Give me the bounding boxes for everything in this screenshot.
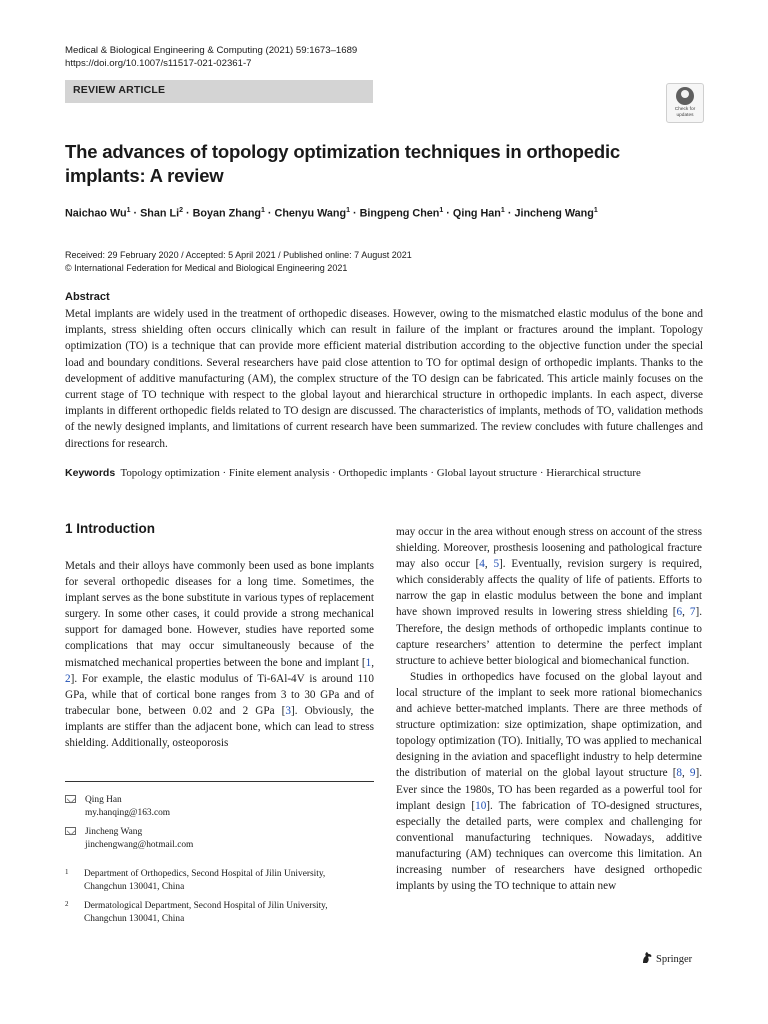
publisher-name: Springer	[656, 954, 693, 965]
corresponding-author-name: Jincheng Wang	[85, 827, 143, 837]
citation-link[interactable]: 10	[475, 799, 487, 812]
corresponding-author-email[interactable]: jinchengwang@hotmail.com	[85, 840, 194, 851]
citation-link[interactable]: 6	[676, 606, 683, 619]
author-name[interactable]: Naichao Wu	[65, 207, 127, 220]
journal-citation: Medical & Biological Engineering & Computing (2021) 59:1673–1689	[65, 45, 358, 56]
publisher-logo	[641, 951, 692, 965]
citation-link[interactable]: 5	[493, 558, 500, 571]
journal-header	[65, 44, 357, 70]
corresponding-author-name: Qing Han	[85, 795, 122, 805]
affiliation-line: Changchun 130041, China	[84, 914, 185, 925]
author-affiliation-marker: 1	[261, 207, 265, 214]
author-affiliation-marker: 1	[593, 207, 598, 214]
keyword: Hierarchical structure	[546, 467, 641, 479]
keyword: Topology optimization	[120, 467, 220, 479]
keyword: Finite element analysis	[228, 467, 330, 479]
author-name[interactable]: Chenyu Wang	[274, 207, 347, 220]
article-title: The advances of topology optimization techniques in orthopedic implants: A review	[65, 141, 620, 186]
citation-link[interactable]: 3	[285, 704, 291, 717]
intro-right-column	[396, 524, 702, 894]
citation-link[interactable]: 7	[689, 606, 696, 619]
check-for-updates-label: Check for updates	[674, 107, 696, 118]
author-affiliation-marker: 1	[346, 207, 351, 214]
check-for-updates-badge[interactable]	[666, 83, 704, 123]
article-type-label: REVIEW ARTICLE	[73, 84, 166, 96]
citation-link[interactable]: 9	[689, 767, 696, 780]
citation-link[interactable]: 8	[676, 767, 683, 780]
copyright-icon: ©	[65, 263, 72, 273]
keywords-line: Keywords Topology optimization · Finite element analysis · Orthopedic implants · Global layout structure · Hierarchical structure	[65, 467, 641, 479]
article-type-bar	[65, 80, 373, 103]
author-affiliation-marker: 1	[500, 207, 505, 214]
section-heading-introduction: 1 Introduction	[65, 521, 155, 536]
citation-link[interactable]: 1	[365, 656, 372, 669]
envelope-icon	[65, 795, 76, 803]
author-name[interactable]: Jincheng Wang	[514, 207, 594, 220]
doi-link[interactable]: https://doi.org/10.1007/s11517-021-02361-7	[65, 58, 252, 69]
author-name[interactable]: Boyan Zhang	[192, 207, 262, 220]
copyright-holder: International Federation for Medical and Biological Engineering 2021	[74, 263, 348, 273]
intro-paragraph-1: Metals and their alloys have commonly been used as bone implants for several orthopedic diseases for a long time. Sometimes, the implant serves as the bone substitute in various types of replacement surgery. In some other cases, it could provide a strong mechanical support for damaged bone. However, studies have reported some complications that may occur simultaneously because of the mismatched mechanical properties between the bone and implant [1, 2]. For example, the elastic modulus of Ti-6Al-4V is around 110 GPa, while that of cortical bone ranges from 3 to 30 GPa and of trabecular bone, between 0.02 and 2 GPa [3]. Obviously, the implants are stiffer than the adjacent bone, which can lead to stress shielding. Additionally, osteoporosis	[65, 560, 374, 750]
copyright-line	[65, 262, 412, 275]
update-check-icon	[676, 87, 694, 105]
author-affiliation-marker: 2	[179, 207, 184, 214]
abstract-text: Metal implants are widely used in the treatment of orthopedic diseases. However, owing to the mismatched elastic modulus of the bone and implants, stress shielding often occurs clinically which can result in failure of the implant or fractures around the implant. Topology optimization (TO) is a technique that can provide more efficient material distribution according to the objective function under the special load and boundary conditions. Several researchers have paid close attention to TO for optimal design of orthopedic implants. Thanks to the development of additive manufacturing (AM), the complex structure of the TO design can be fabricated. This article mainly focuses on the current stage of TO technique with respect to the global layout and hierarchical structure in orthopedic implants. In each aspect, diverse implants in different orthopedic fields related to TO design are discussed. The characteristics of implants, methods of TO, validation methods of the newly designed implants, and limitations of current research have been summarized. The review concludes with future challenges and directions for research.	[65, 308, 703, 450]
author-name[interactable]: Shan Li	[140, 207, 180, 220]
affiliation-line: Department of Orthopedics, Second Hospital of Jilin University,	[84, 869, 326, 879]
keywords-label: Keywords	[65, 467, 116, 479]
publication-history	[65, 249, 412, 275]
citation-link[interactable]: 4	[479, 558, 485, 571]
corresponding-author-email[interactable]: my.hanqing@163.com	[85, 808, 171, 819]
affiliation-number: 2	[65, 900, 69, 908]
intro-paragraph-2: Studies in orthopedics have focused on the global layout and local structure of the implant to seek more rational biomechanics and achieve better-matched implants. There are three methods of structure optimization: size optimization, shape optimization, and topology optimization (TO). Initially, TO was applied to mechanical designing in the aviation and spaceflight industry to help determine the distribution of material on the global layout structure [8, 9]. Ever since the 1980s, TO has been regarded as a powerful tool for implant design [10]. The fabrication of TO-designed structures, especially the detailed parts, were complex and challenging for conventional manufacturing techniques. Nowadays, additive manufacturing (AM) techniques can overcome this limitation. An increasing number of researchers have designed orthopedic implants by using the TO technique to attain new	[396, 670, 702, 893]
keyword: Global layout structure	[436, 467, 538, 479]
keyword: Orthopedic implants	[338, 467, 428, 479]
author-name[interactable]: Bingpeng Chen	[359, 207, 440, 220]
intro-left-column	[65, 558, 374, 751]
affiliation-line: Changchun 130041, China	[84, 882, 185, 893]
publication-dates: Received: 29 February 2020 / Accepted: 5 April 2021 / Published online: 7 August 2021	[65, 250, 412, 260]
abstract-heading: Abstract	[65, 291, 110, 303]
affiliation-line: Dermatological Department, Second Hospital of Jilin University,	[84, 901, 328, 911]
author-affiliation-marker: 1	[126, 207, 131, 214]
envelope-icon	[65, 827, 76, 835]
author-list: Naichao $Wu^1$ · Shan $Li^2$ · Boyan Zhang$^1$ · Chenyu Wang$^1$ · Bingpeng Chen$^1$ · Qing Han$^1$ · Jincheng Wang$^1$	[65, 207, 598, 220]
author-affiliation-marker: 1	[439, 207, 444, 214]
springer-horse-icon	[641, 951, 653, 964]
affiliation-number: 1	[65, 868, 69, 876]
footnote-divider	[65, 781, 374, 782]
author-name[interactable]: Qing Han	[452, 207, 501, 220]
intro-paragraph-1-continued: may occur in the area without enough stress on account of the stress shielding. Moreover, prosthesis loosening and pathological fracture may also occur [4, 5]. Eventually, revision surgery is required, which considerably affects the quality of life of patients. Efforts to narrow the gap in elastic modulus between the bone and implant have shown improved results in lowering stress shielding [6, 7]. Therefore, the design methods of orthopedic implants continue to capture researchers’ attention to determine the perfect implant structure to achieve better biological and biomechanical function.	[396, 526, 702, 667]
citation-link[interactable]: 2	[65, 672, 71, 685]
